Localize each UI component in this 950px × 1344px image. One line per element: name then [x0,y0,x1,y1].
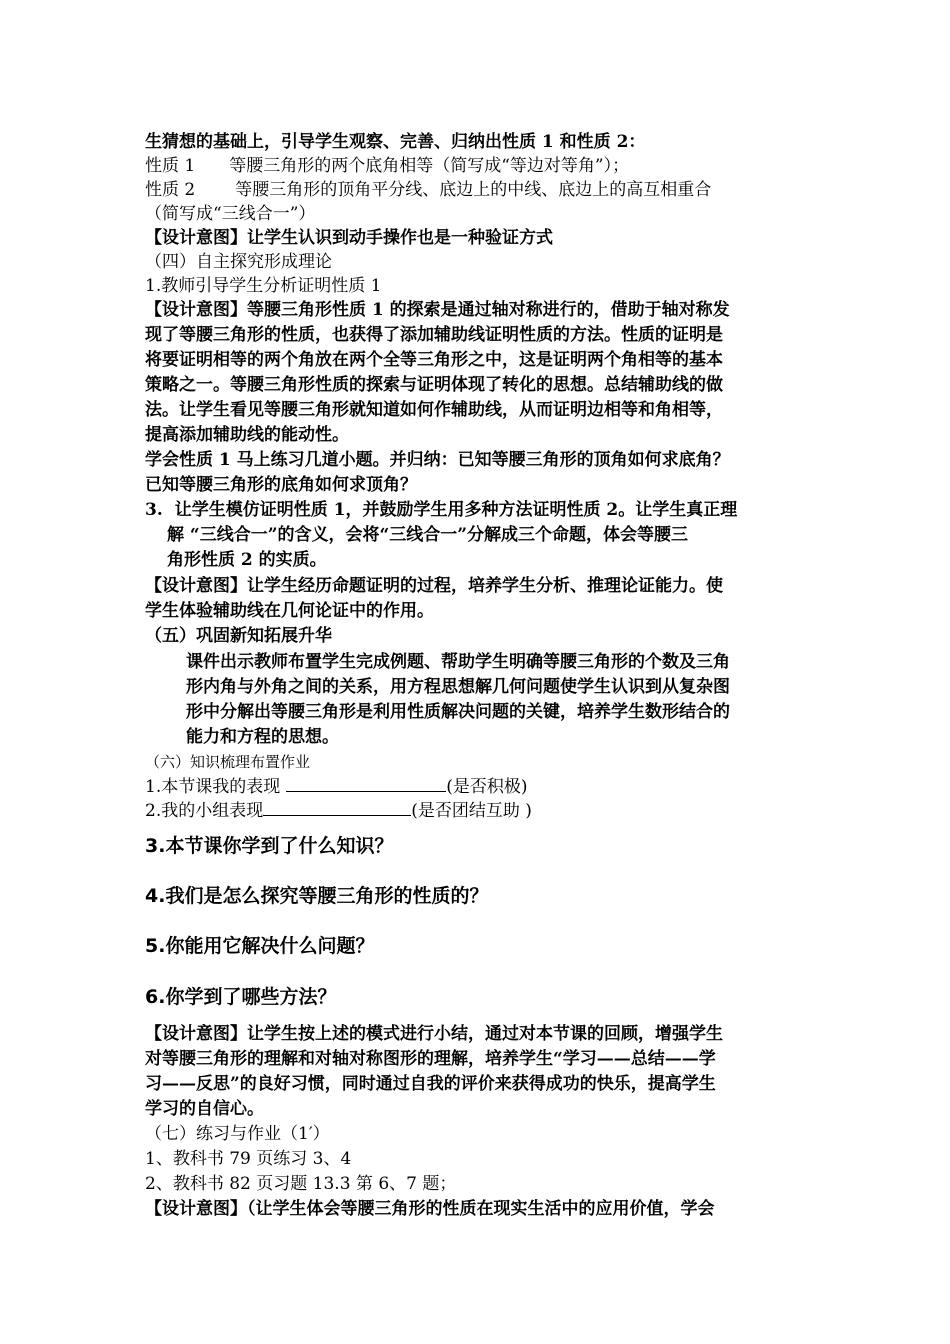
design-intent-line: 【设计意图】让学生认识到动手操作也是一种验证方式 [145,228,553,248]
homework-item-2: 2、教科书 82 页习题 13.3 第 6、7 题； [145,1174,457,1194]
property-2-text: 等腰三角形的顶角平分线、底边上的中线、底边上的高互相重合 [235,180,712,200]
section-heading-5: （五）巩固新知拓展升华 [145,626,332,646]
paragraph-line: 法。让学生看见等腰三角形就知道如何作辅助线，从而证明边相等和角相等， [145,400,723,420]
paragraph-line: 学会性质 1 马上练习几道小题。并归纳：已知等腰三角形的顶角如何求底角？ [145,450,730,470]
question-3: 3.本节课你学到了什么知识？ [145,835,394,857]
section-heading-4: （四）自主探究形成理论 [145,252,332,272]
design-intent-line: 【设计意图】让学生经历命题证明的过程，培养学生分析、推理论证能力。使 [145,576,723,596]
paragraph-line: 形中分解出等腰三角形是利用性质解决问题的关键，培养学生数形结合的 [186,702,730,722]
self-eval-hint-1: (是否积极) [446,777,528,797]
property-2-line [145,178,815,202]
property-1-text: 等腰三角形的两个底角相等（简写成“等边对等角”）； [229,156,630,176]
fill-in-blank [286,774,446,792]
paragraph-line: 能力和方程的思想。 [186,727,339,747]
paragraph-line: 1.教师引导学生分析证明性质 1 [145,276,382,296]
property-1-label: 性质 1 [145,156,196,176]
self-eval-line-1 [145,774,815,799]
paragraph-line: 习——反思”的良好习惯，同时通过自我的评价来获得成功的快乐，提高学生 [145,1074,716,1094]
paragraph-line: 学习的自信心。 [145,1099,264,1119]
design-intent-line: 【设计意图】等腰三角形性质 1 的探索是通过轴对称进行的，借助于轴对称发 [145,300,730,320]
paragraph-line: （简写成“三线合一”） [145,204,316,224]
self-eval-label-1: 1.本节课我的表现 [145,777,281,797]
section-heading-7: （七）练习与作业（1′） [145,1124,330,1144]
paragraph-line: 现了等腰三角形的性质，也获得了添加辅助线证明性质的方法。性质的证明是 [145,325,723,345]
question-5: 5.你能用它解决什么问题？ [145,935,375,957]
self-eval-label-2: 2.我的小组表现 [145,801,264,821]
question-4: 4.我们是怎么探究等腰三角形的性质的？ [145,885,489,907]
fill-in-blank [263,798,411,816]
property-1-line [145,154,815,178]
paragraph-line: 生猜想的基础上，引导学生观察、完善、归纳出性质 1 和性质 2： [145,132,646,152]
self-eval-line-2 [145,798,815,823]
paragraph-line: 解 “三线合一”的含义，会将“三线合一”分解成三个命题，体会等腰三 [167,525,689,545]
self-eval-hint-2: (是否团结互助 ) [411,801,532,821]
paragraph-line: 课件出示教师布置学生完成例题、帮助学生明确等腰三角形的个数及三角 [186,652,730,672]
question-6: 6.你学到了哪些方法？ [145,986,337,1008]
paragraph-line: 已知等腰三角形的底角如何求顶角？ [145,475,417,495]
paragraph-line: 形内角与外角之间的关系，用方程思想解几何问题使学生认识到从复杂图 [186,677,730,697]
section-heading-6: （六）知识梳理布置作业 [145,753,311,771]
list-item-3 [145,498,815,522]
paragraph-line: 提高添加辅助线的能动性。 [145,425,349,445]
design-intent-line: 【设计意图】让学生按上述的模式进行小结，通过对本节课的回顾，增强学生 [145,1024,723,1044]
property-2-label: 性质 2 [145,180,196,200]
paragraph-line: 策略之一。等腰三角形性质的探索与证明体现了转化的思想。总结辅助线的做 [145,375,723,395]
homework-item-1: 1、教科书 79 页练习 3、4 [145,1149,352,1169]
list-text: 让学生模仿证明性质 1，并鼓励学生用多种方法证明性质 2。让学生真正理 [174,500,738,520]
paragraph-line: 角形性质 2 的实质。 [167,550,327,570]
paragraph-line: 将要证明相等的两个角放在两个全等三角形之中，这是证明两个角相等的基本 [145,350,723,370]
list-number: 3. [145,500,163,520]
design-intent-line: 【设计意图】（让学生体会等腰三角形的性质在现实生活中的应用价值，学会 [145,1199,715,1219]
paragraph-line: 对等腰三角形的理解和对轴对称图形的理解，培养学生“学习——总结——学 [145,1049,716,1069]
paragraph-line: 学生体验辅助线在几何论证中的作用。 [145,601,434,621]
